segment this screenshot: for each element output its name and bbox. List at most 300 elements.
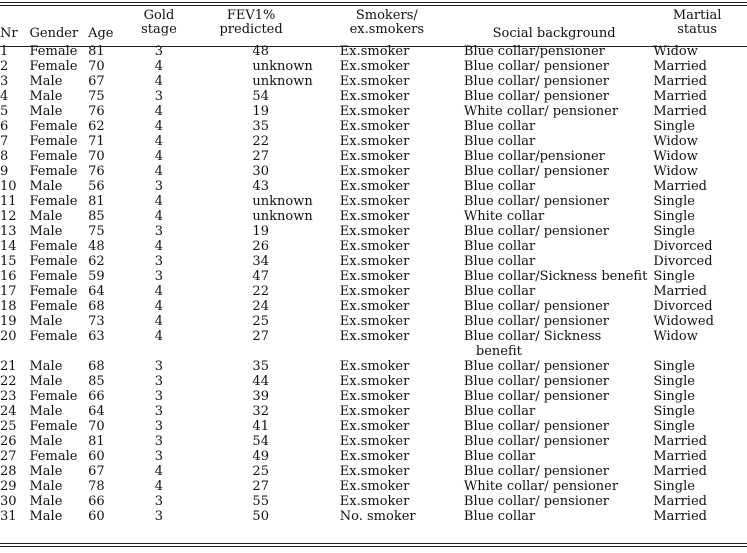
cell-nr — [0, 464, 30, 479]
cell-smoker-status — [313, 59, 461, 74]
cell-gender — [30, 59, 89, 74]
cell-marital-status — [647, 389, 747, 404]
cell-nr — [0, 449, 30, 464]
cell-gender-text: Male — [29, 179, 63, 194]
cell-nr — [0, 104, 30, 119]
cell-marital-status-text: Widow — [653, 164, 698, 179]
cell-gender-text: Female — [29, 44, 78, 59]
cell-age-text: 85 — [88, 374, 105, 389]
cell-nr — [0, 479, 30, 494]
cell-fev1-text: 19 — [252, 224, 269, 239]
cell-marital-status — [647, 269, 747, 284]
cell-nr — [0, 134, 30, 149]
cell-gold-stage-text: 4 — [154, 314, 164, 329]
cell-social-background — [461, 329, 647, 359]
cell-fev1-text: 35 — [252, 119, 269, 134]
cell-smoker-status-text: Ex.smoker — [339, 74, 410, 89]
cell-fev1 — [189, 224, 312, 239]
cell-age — [88, 269, 128, 284]
cell-marital-status-text: Married — [653, 74, 707, 89]
cell-age-text: 85 — [88, 209, 105, 224]
cell-fev1-text: 43 — [252, 179, 269, 194]
cell-smoker-status-text: Ex.smoker — [339, 449, 410, 464]
cell-social-background-text: Blue collar/ pensioner — [463, 389, 610, 404]
col-smokers-label-2: ex.smokers — [349, 22, 425, 37]
cell-nr — [0, 119, 30, 134]
bottom-rule — [0, 543, 747, 544]
col-social-background — [461, 9, 647, 44]
cell-social-background — [461, 134, 647, 149]
cell-marital-status — [647, 104, 747, 119]
cell-gold-stage-text: 3 — [154, 419, 164, 434]
table-row — [0, 329, 747, 359]
cell-smoker-status — [313, 479, 461, 494]
cell-marital-status — [647, 224, 747, 239]
table-row — [0, 374, 747, 389]
cell-marital-status — [647, 299, 747, 314]
cell-social-background-text: Blue collar — [463, 239, 536, 254]
cell-age-text: 71 — [88, 134, 105, 149]
cell-smoker-status-text: Ex.smoker — [339, 104, 410, 119]
cell-gold-stage-text: 3 — [154, 269, 164, 284]
cell-age — [88, 299, 128, 314]
cell-fev1 — [189, 464, 312, 479]
cell-fev1 — [189, 299, 312, 314]
cell-social-background — [461, 224, 647, 239]
table-row — [0, 299, 747, 314]
cell-smoker-status — [313, 179, 461, 194]
cell-gender — [30, 179, 89, 194]
cell-marital-status-text: Married — [653, 434, 707, 449]
cell-fev1 — [189, 449, 312, 464]
cell-gold-stage-text: 3 — [154, 389, 164, 404]
cell-gold-stage-text: 4 — [154, 479, 164, 494]
cell-nr-text: 5 — [0, 104, 9, 119]
cell-smoker-status-text: Ex.smoker — [339, 284, 410, 299]
cell-gold-stage-text: 4 — [154, 104, 164, 119]
cell-social-background-text: White collar — [463, 209, 545, 224]
cell-nr-text: 3 — [0, 74, 9, 89]
cell-gender — [30, 209, 89, 224]
table-row — [0, 284, 747, 299]
cell-gender-text: Male — [29, 434, 63, 449]
cell-age — [88, 404, 128, 419]
cell-nr-text: 2 — [0, 59, 9, 74]
cell-fev1-text: 22 — [252, 284, 269, 299]
cell-nr — [0, 494, 30, 509]
cell-marital-status-text: Married — [653, 59, 707, 74]
cell-fev1-text: 34 — [252, 254, 269, 269]
cell-age-text: 81 — [88, 44, 105, 59]
cell-gold-stage — [128, 269, 189, 284]
cell-social-background-text: Blue collar/ pensioner — [463, 434, 610, 449]
cell-age-text: 56 — [88, 179, 105, 194]
cell-age-text: 62 — [88, 119, 105, 134]
cell-social-background-text: Blue collar — [463, 254, 536, 269]
cell-social-background-text: Blue collar/ pensioner — [463, 89, 610, 104]
cell-age-text: 70 — [88, 419, 105, 434]
cell-fev1 — [189, 494, 312, 509]
cell-marital-status — [647, 74, 747, 89]
col-gold-label-1: Gold — [143, 8, 175, 23]
cell-gold-stage — [128, 239, 189, 254]
cell-social-background — [461, 164, 647, 179]
cell-gold-stage-text: 4 — [154, 464, 164, 479]
table-row — [0, 494, 747, 509]
cell-age — [88, 329, 128, 359]
cell-smoker-status-text: Ex.smoker — [339, 179, 410, 194]
table-row — [0, 59, 747, 74]
cell-marital-status — [647, 239, 747, 254]
cell-social-background — [461, 239, 647, 254]
cell-social-background-text: Blue collar/ pensioner — [463, 359, 610, 374]
cell-age — [88, 209, 128, 224]
cell-social-background — [461, 149, 647, 164]
cell-social-background-text: White collar/ pensioner — [463, 479, 619, 494]
cell-marital-status — [647, 134, 747, 149]
cell-social-background — [461, 479, 647, 494]
cell-nr-text: 30 — [0, 494, 17, 509]
cell-age — [88, 464, 128, 479]
cell-marital-status-text: Single — [653, 119, 695, 134]
cell-gender-text: Female — [29, 194, 78, 209]
cell-age — [88, 314, 128, 329]
cell-gold-stage — [128, 464, 189, 479]
cell-marital-status — [647, 404, 747, 419]
cell-gender-text: Female — [29, 59, 78, 74]
cell-age — [88, 284, 128, 299]
cell-social-background — [461, 74, 647, 89]
cell-fev1 — [189, 209, 312, 224]
cell-smoker-status — [313, 194, 461, 209]
cell-social-background — [461, 314, 647, 329]
table-header — [0, 9, 747, 44]
cell-gold-stage-text: 4 — [154, 149, 164, 164]
cell-nr-text: 13 — [0, 224, 17, 239]
cell-gold-stage — [128, 419, 189, 434]
col-marital-label-1: Martial — [672, 8, 722, 23]
cell-gender-text: Female — [29, 239, 78, 254]
cell-marital-status — [647, 494, 747, 509]
cell-gold-stage — [128, 179, 189, 194]
cell-gender-text: Male — [29, 359, 63, 374]
cell-marital-status — [647, 284, 747, 299]
cell-gold-stage — [128, 494, 189, 509]
cell-smoker-status — [313, 374, 461, 389]
cell-marital-status-text: Single — [653, 194, 695, 209]
cell-nr-text: 14 — [0, 239, 17, 254]
cell-marital-status — [647, 209, 747, 224]
cell-smoker-status-text: Ex.smoker — [339, 269, 410, 284]
cell-marital-status — [647, 194, 747, 209]
cell-age-text: 70 — [88, 59, 105, 74]
cell-smoker-status-text: Ex.smoker — [339, 194, 410, 209]
cell-gender-text: Male — [29, 209, 63, 224]
cell-smoker-status-text: Ex.smoker — [339, 329, 410, 344]
cell-marital-status-text: Divorced — [653, 254, 713, 269]
cell-gold-stage-text: 3 — [154, 179, 164, 194]
table-body — [0, 44, 747, 524]
table-row — [0, 314, 747, 329]
cell-age — [88, 494, 128, 509]
cell-nr — [0, 389, 30, 404]
bottom-rule-inner — [0, 546, 747, 547]
cell-fev1-text: 27 — [252, 149, 269, 164]
cell-fev1 — [189, 284, 312, 299]
cell-marital-status-text: Married — [653, 179, 707, 194]
cell-marital-status — [647, 149, 747, 164]
cell-social-background-text: Blue collar/pensioner — [463, 44, 605, 59]
cell-smoker-status-text: No. smoker — [339, 509, 416, 524]
cell-social-background-text: Blue collar/ Sickness — [463, 329, 602, 344]
cell-nr — [0, 209, 30, 224]
cell-social-background — [461, 254, 647, 269]
cell-gold-stage-text: 3 — [154, 44, 164, 59]
cell-fev1 — [189, 194, 312, 209]
cell-nr-text: 9 — [0, 164, 9, 179]
cell-gold-stage-text: 3 — [154, 509, 164, 524]
cell-fev1-text: 22 — [252, 134, 269, 149]
cell-gold-stage-text: 3 — [154, 359, 164, 374]
cell-age-text: 66 — [88, 389, 105, 404]
cell-gender — [30, 299, 89, 314]
cell-age-text: 60 — [88, 449, 105, 464]
cell-gender-text: Female — [29, 389, 78, 404]
cell-fev1 — [189, 479, 312, 494]
cell-marital-status — [647, 119, 747, 134]
cell-smoker-status — [313, 314, 461, 329]
cell-marital-status — [647, 509, 747, 524]
cell-age-text: 76 — [88, 104, 105, 119]
cell-gender — [30, 194, 89, 209]
cell-marital-status-text: Single — [653, 404, 695, 419]
cell-gold-stage — [128, 449, 189, 464]
table-row — [0, 119, 747, 134]
cell-gender — [30, 134, 89, 149]
cell-gender-text: Female — [29, 419, 78, 434]
cell-age-text: 75 — [88, 224, 105, 239]
cell-smoker-status-text: Ex.smoker — [339, 224, 410, 239]
cell-social-background-text: Blue collar/ pensioner — [463, 164, 610, 179]
cell-smoker-status — [313, 404, 461, 419]
cell-age — [88, 119, 128, 134]
cell-age — [88, 389, 128, 404]
cell-age — [88, 434, 128, 449]
cell-age-text: 81 — [88, 194, 105, 209]
cell-gender-text: Female — [29, 254, 78, 269]
cell-gender-text: Female — [29, 269, 78, 284]
table-row — [0, 179, 747, 194]
cell-gender — [30, 74, 89, 89]
cell-marital-status-text: Married — [653, 89, 707, 104]
cell-nr-text: 8 — [0, 149, 9, 164]
cell-nr — [0, 149, 30, 164]
cell-nr — [0, 194, 30, 209]
cell-age — [88, 164, 128, 179]
cell-gold-stage — [128, 359, 189, 374]
cell-nr-text: 19 — [0, 314, 17, 329]
cell-smoker-status — [313, 419, 461, 434]
cell-gender-text: Female — [29, 134, 78, 149]
cell-fev1-text: 41 — [252, 419, 269, 434]
table-row — [0, 479, 747, 494]
table-row — [0, 149, 747, 164]
cell-gold-stage-text: 3 — [154, 224, 164, 239]
cell-marital-status — [647, 374, 747, 389]
cell-age-text: 73 — [88, 314, 105, 329]
cell-fev1 — [189, 434, 312, 449]
cell-gold-stage-text: 3 — [154, 449, 164, 464]
cell-age — [88, 179, 128, 194]
cell-age-text: 64 — [88, 284, 105, 299]
cell-smoker-status-text: Ex.smoker — [339, 209, 410, 224]
cell-nr — [0, 509, 30, 524]
cell-social-background-text: Blue collar/pensioner — [463, 149, 605, 164]
cell-age — [88, 374, 128, 389]
cell-fev1-text: 32 — [252, 404, 269, 419]
cell-age — [88, 59, 128, 74]
cell-fev1 — [189, 134, 312, 149]
cell-nr — [0, 269, 30, 284]
cell-smoker-status — [313, 449, 461, 464]
cell-age — [88, 194, 128, 209]
cell-gold-stage — [128, 329, 189, 359]
header-rule — [0, 46, 747, 47]
cell-smoker-status — [313, 359, 461, 374]
table-row — [0, 389, 747, 404]
cell-social-background — [461, 59, 647, 74]
cell-gold-stage-text: 4 — [154, 59, 164, 74]
cell-gender — [30, 89, 89, 104]
cell-smoker-status-text: Ex.smoker — [339, 299, 410, 314]
cell-smoker-status — [313, 389, 461, 404]
cell-gender — [30, 269, 89, 284]
cell-social-background — [461, 434, 647, 449]
cell-fev1-text: unknown — [252, 59, 313, 74]
table-row — [0, 209, 747, 224]
cell-gender — [30, 164, 89, 179]
cell-social-background — [461, 449, 647, 464]
cell-nr-text: 15 — [0, 254, 17, 269]
cell-gold-stage — [128, 209, 189, 224]
cell-fev1 — [189, 239, 312, 254]
cell-gender — [30, 119, 89, 134]
cell-smoker-status-text: Ex.smoker — [339, 44, 410, 59]
cell-marital-status-text: Single — [653, 224, 695, 239]
cell-nr — [0, 284, 30, 299]
cell-nr — [0, 239, 30, 254]
cell-gold-stage-text: 4 — [154, 194, 164, 209]
cell-nr-text: 4 — [0, 89, 9, 104]
col-nr-label: Nr — [0, 26, 18, 41]
cell-gold-stage-text: 3 — [154, 434, 164, 449]
cell-gold-stage-text: 4 — [154, 329, 164, 344]
cell-fev1-text: 30 — [252, 164, 269, 179]
cell-smoker-status-text: Ex.smoker — [339, 419, 410, 434]
table-row — [0, 434, 747, 449]
cell-smoker-status-text: Ex.smoker — [339, 89, 410, 104]
cell-marital-status — [647, 479, 747, 494]
patient-table — [0, 9, 747, 524]
cell-age — [88, 359, 128, 374]
cell-social-background-text: Blue collar/ pensioner — [463, 419, 610, 434]
cell-gender-text: Male — [29, 509, 63, 524]
cell-gold-stage — [128, 119, 189, 134]
cell-age-text: 75 — [88, 89, 105, 104]
cell-gender — [30, 449, 89, 464]
cell-social-background-text: Blue collar/ pensioner — [463, 314, 610, 329]
cell-age-text: 67 — [88, 464, 105, 479]
col-smokers-label-1: Smokers/ — [355, 8, 418, 23]
table-row — [0, 104, 747, 119]
cell-gender-text: Male — [29, 374, 63, 389]
cell-social-background-continued: benefit — [475, 344, 522, 359]
cell-gender-text: Female — [29, 119, 78, 134]
col-smokers — [313, 9, 461, 44]
cell-smoker-status — [313, 509, 461, 524]
cell-social-background — [461, 194, 647, 209]
cell-fev1-text: 54 — [252, 89, 269, 104]
cell-gender — [30, 479, 89, 494]
cell-gold-stage — [128, 149, 189, 164]
cell-social-background-text: Blue collar/ pensioner — [463, 74, 610, 89]
cell-social-background — [461, 89, 647, 104]
cell-fev1 — [189, 509, 312, 524]
cell-marital-status-text: Single — [653, 419, 695, 434]
cell-marital-status — [647, 449, 747, 464]
table-row — [0, 359, 747, 374]
cell-gold-stage-text: 3 — [154, 494, 164, 509]
cell-fev1-text: 35 — [252, 359, 269, 374]
col-gold-stage — [128, 9, 189, 44]
cell-gold-stage — [128, 374, 189, 389]
cell-social-background — [461, 284, 647, 299]
cell-social-background-text: Blue collar — [463, 509, 536, 524]
col-gender-label: Gender — [29, 26, 79, 41]
cell-gender — [30, 509, 89, 524]
cell-gold-stage-text: 4 — [154, 239, 164, 254]
cell-gold-stage — [128, 509, 189, 524]
col-fev-label-2: predicted — [219, 22, 283, 37]
cell-gender — [30, 284, 89, 299]
cell-fev1-text: 39 — [252, 389, 269, 404]
cell-age-text: 59 — [88, 269, 105, 284]
cell-fev1 — [189, 89, 312, 104]
cell-nr-text: 11 — [0, 194, 17, 209]
cell-fev1-text: 55 — [252, 494, 269, 509]
cell-gender-text: Male — [29, 74, 63, 89]
cell-social-background-text: Blue collar/ pensioner — [463, 224, 610, 239]
cell-age-text: 62 — [88, 254, 105, 269]
cell-age-text: 63 — [88, 329, 105, 344]
cell-marital-status — [647, 359, 747, 374]
cell-marital-status-text: Married — [653, 449, 707, 464]
table-row — [0, 194, 747, 209]
cell-smoker-status-text: Ex.smoker — [339, 374, 410, 389]
cell-gender-text: Female — [29, 284, 78, 299]
cell-nr — [0, 59, 30, 74]
cell-social-background — [461, 494, 647, 509]
cell-nr-text: 20 — [0, 329, 17, 344]
cell-gold-stage — [128, 89, 189, 104]
cell-marital-status-text: Married — [653, 284, 707, 299]
cell-nr-text: 23 — [0, 389, 17, 404]
cell-marital-status-text: Single — [653, 359, 695, 374]
cell-age — [88, 134, 128, 149]
col-marital-status — [647, 9, 747, 44]
cell-social-background-text: Blue collar — [463, 449, 536, 464]
cell-nr-text: 29 — [0, 479, 17, 494]
